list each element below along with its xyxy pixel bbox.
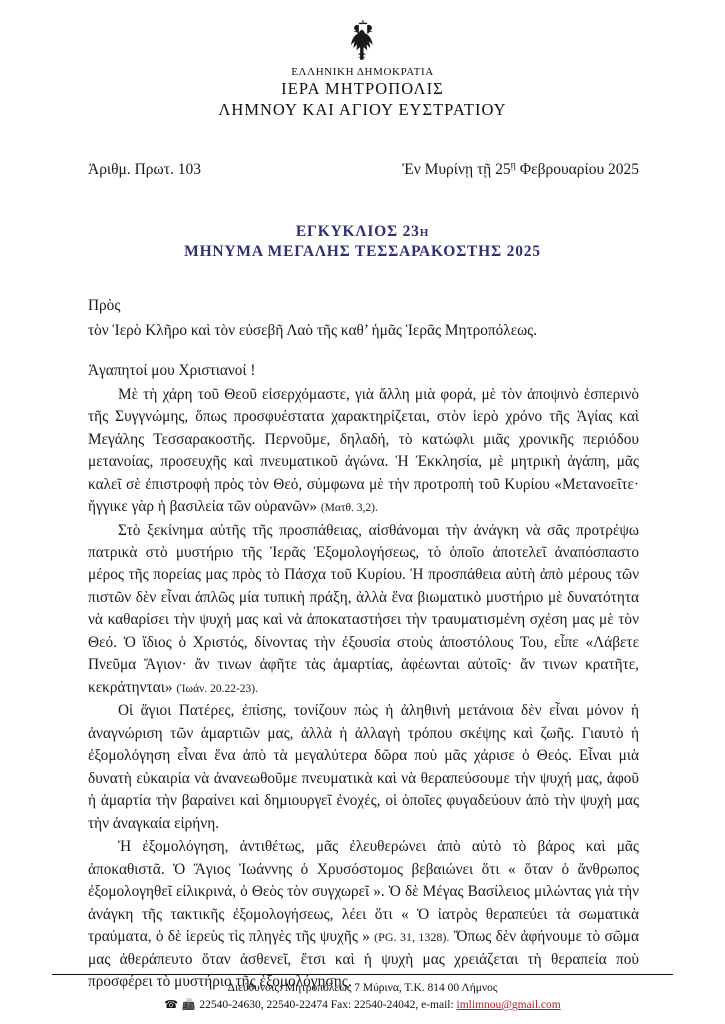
footer-contact <box>52 997 673 1014</box>
paragraph-2-text: Στὸ ξεκίνημα αὐτῆς τῆς προσπάθειας, αἰσθάνομαι τὴν ἀνάγκη νὰ σᾶς προτρέψω πατρικὰ στὸ μυστήριο τῆς Ἱερᾶς Ἐξομολογήσεως, τὸ ὁποῖο ἀποτελεῖ ἀναπόσπαστο μέρος τῆς πορείας μας πρὸς τὸ Πάσχα τοῦ Κυρίου. Ἡ προσπάθεια αὐτὴ ἀπὸ μέρους τῶν πιστῶν δὲν εἶναι ἁπλῶς μία τυπικὴ πράξη, ἀλλὰ ἕνα βιωματικὸ μυστήριο μὲ δυνατότητα νὰ καθαρίσει τὴν ψυχή μας καὶ νὰ ἀποκαταστήσει τὴν τραυματισμένη σχέση μας μὲ τὸν Θεό. Ὁ ἴδιος ὁ Χριστός, δίνοντας τὴν ἐξουσία στοὺς ἀποστόλους Του, εἶπε «Λάβετε Πνεῦμα Ἅγιον· ἄν τινων ἀφῆτε τὰς ἁμαρτίας, ἀφέωνται αὐτοῖς· ἄν τινων κρατῆτε, κεκράτηνται» <box>88 521 639 696</box>
title-line1: ΕΓΚΥΚΛΙΟΣ 23η <box>295 223 430 241</box>
paragraph-1-citation: (Ματθ. 3,2). <box>320 502 378 515</box>
footer-address: Διεύθυνσις: Μητροπόλεως 7 Μύρινα, Τ.Κ. 814 00 Λήμνος <box>227 982 498 995</box>
fax-icon: 📠 <box>181 999 197 1012</box>
paragraph-2-citation: (Ἰωάν. 20.22-23). <box>176 682 259 695</box>
place-date-suffix: Φεβρουαρίου 2025 <box>515 161 639 179</box>
telephone-icon: ☎ <box>164 999 179 1012</box>
addressee-line: τὸν Ἱερὸ Κλῆρο καὶ τὸν εὐσεβῆ Λαὸ τῆς καθ’ ἡμᾶς Ἱερᾶς Μητροπόλεως. <box>88 321 538 339</box>
paragraph-4-tail: Ὅπως δὲν ἀφήνουμε τὸ σῶμα μας ἀθεράπευτο ὅταν ἀσθενεῖ, ἔτσι καὶ ἡ ψυχὴ μας χρειάζεται τὴ θεραπεία ποὺ προσφέρει τὸ μυστήριο τῆς ἐξομολόγησης. <box>88 928 639 991</box>
paragraph-4-text: Ἡ ἐξομολόγηση, ἀντιθέτως, μᾶς ἐλευθερώνει ἀπὸ αὐτὸ τὸ βάρος καὶ μᾶς ἀποκαθιστᾶ. Ὁ Ἅγιος Ἰωάννης ὁ Χρυσόστομος βεβαιώνει ὅτι « ὅταν ὁ ἄνθρωπος ἐξομολογηθεῖ εἰλικρινά, ὁ Θεὸς τὸν συγχωρεῖ ». Ὁ δὲ Μέγας Βασίλειος μιλώντας γιὰ τὴν ἀνάγκη τῆς τακτικῆς ἐξομολογήσεως, λέει ὅτι « Ὁ ἰατρὸς θεραπεύει τὰ σωματικὰ τραύματα, ὁ δὲ ἱερεὺς τὶς πληγὲς τῆς ψυχῆς » <box>88 838 639 946</box>
paragraph-2 <box>88 520 639 700</box>
place-date-superscript: ῃ <box>510 160 516 171</box>
paragraph-4 <box>88 836 639 993</box>
document-title <box>52 223 673 261</box>
paragraph-3-text: Οἱ ἅγιοι Πατέρες, ἐπίσης, τονίζουν πὼς ἡ ἀληθινὴ μετάνοια δὲν εἶναι μόνον ἡ ἀναγνώριση τῶν ἁμαρτιῶν μας, ἀλλὰ ἡ ἀλλαγὴ τρόπου σκέψης καὶ ζωῆς. Γιαυτὸ ἡ ἐξομολόγηση εἶναι ἕνα ἀπὸ τὰ μεγαλύτερα δῶρα ποὺ μᾶς χάρισε ὁ Θεός. Εἶναι μιὰ δυνατὴ εὐκαιρία νὰ ἀνανεωθοῦμε πνευματικὰ καὶ νὰ θεραπεύσουμε τὴν ψυχή μας, ἀφοῦ ἡ ἁμαρτία τὴν βαραίνει καὶ δημιουργεῖ ἐνοχές, οἱ ὁποῖες φυγαδεύουν ἀπὸ τὴν ψυχὴ μας τὴν ἀναγκαία εἰρήνη. <box>88 702 639 832</box>
paragraph-1 <box>88 384 639 519</box>
footer-email-link[interactable]: imlimnou@gmail.com <box>456 999 561 1012</box>
document-body <box>52 295 673 994</box>
letterhead-line2: ΙΕΡΑ ΜΗΤΡΟΠΟΛΙΣ <box>281 79 444 98</box>
footer-divider <box>52 974 673 975</box>
place-and-date <box>402 160 639 179</box>
addressee-label: Πρὸς <box>88 297 121 315</box>
footer-contact-text: 22540-24630, 22540-22474 Fax: 22540-24042, e-mail: <box>199 999 457 1012</box>
document-footer <box>52 974 673 1014</box>
reference-row <box>52 160 673 179</box>
letterhead-line3: ΛΗΜΝΟΥ ΚΑΙ ΑΓΙΟΥ ΕΥΣΤΡΑΤΙΟΥ <box>218 100 507 119</box>
protocol-number: Ἀριθμ. Πρωτ. 103 <box>88 161 201 179</box>
salutation: Ἀγαπητοί μου Χριστιανοί ! <box>88 362 256 380</box>
paragraph-3 <box>88 700 639 835</box>
letterhead-line1: ΕΛΛΗΝΙΚΗ ΔΗΜΟΚΡΑΤΙΑ <box>291 66 434 78</box>
paragraph-1-text: Μὲ τὴ χάρη τοῦ Θεοῦ εἰσερχόμαστε, γιὰ ἄλλη μιὰ φορά, μὲ τὸν ἀποψινὸ ἑσπερινὸ τῆς Συγγνώμης, ὅπως προσφυέστατα χαρακτηρίζεται, στὸν ἱερὸ χρόνο τῆς Ἁγίας καὶ Μεγάλης Τεσσαρακοστῆς. Περνοῦμε, δηλαδή, τὸ κατώφλι μιᾶς χρονικῆς περιόδου μετανοίας, προσευχῆς καὶ πνευματικοῦ ἀγώνα. Ἡ Ἐκκλησία, μὲ μητρικὴ ἀγάπη, μᾶς καλεῖ σὲ ἐπιστροφὴ πρὸς τὸν Θεό, σύμφωνα μὲ τὴν προτροπὴ τοῦ Κυρίου «Μετανοεῖτε· ἤγγικε γὰρ ἡ βασιλεία τῶν οὐρανῶν» <box>88 385 639 516</box>
place-date-prefix: Ἐν Μυρίνῃ τῇ 25 <box>402 161 511 179</box>
title-line2: ΜΗΝΥΜΑ ΜΕΓΑΛΗΣ ΤΕΣΣΑΡΑΚΟΣΤΗΣ 2025 <box>184 243 541 261</box>
paragraph-4-citation: (PG. 31, 1328). <box>374 930 450 945</box>
double-headed-eagle-crest-icon <box>342 20 384 64</box>
letterhead <box>52 20 673 120</box>
